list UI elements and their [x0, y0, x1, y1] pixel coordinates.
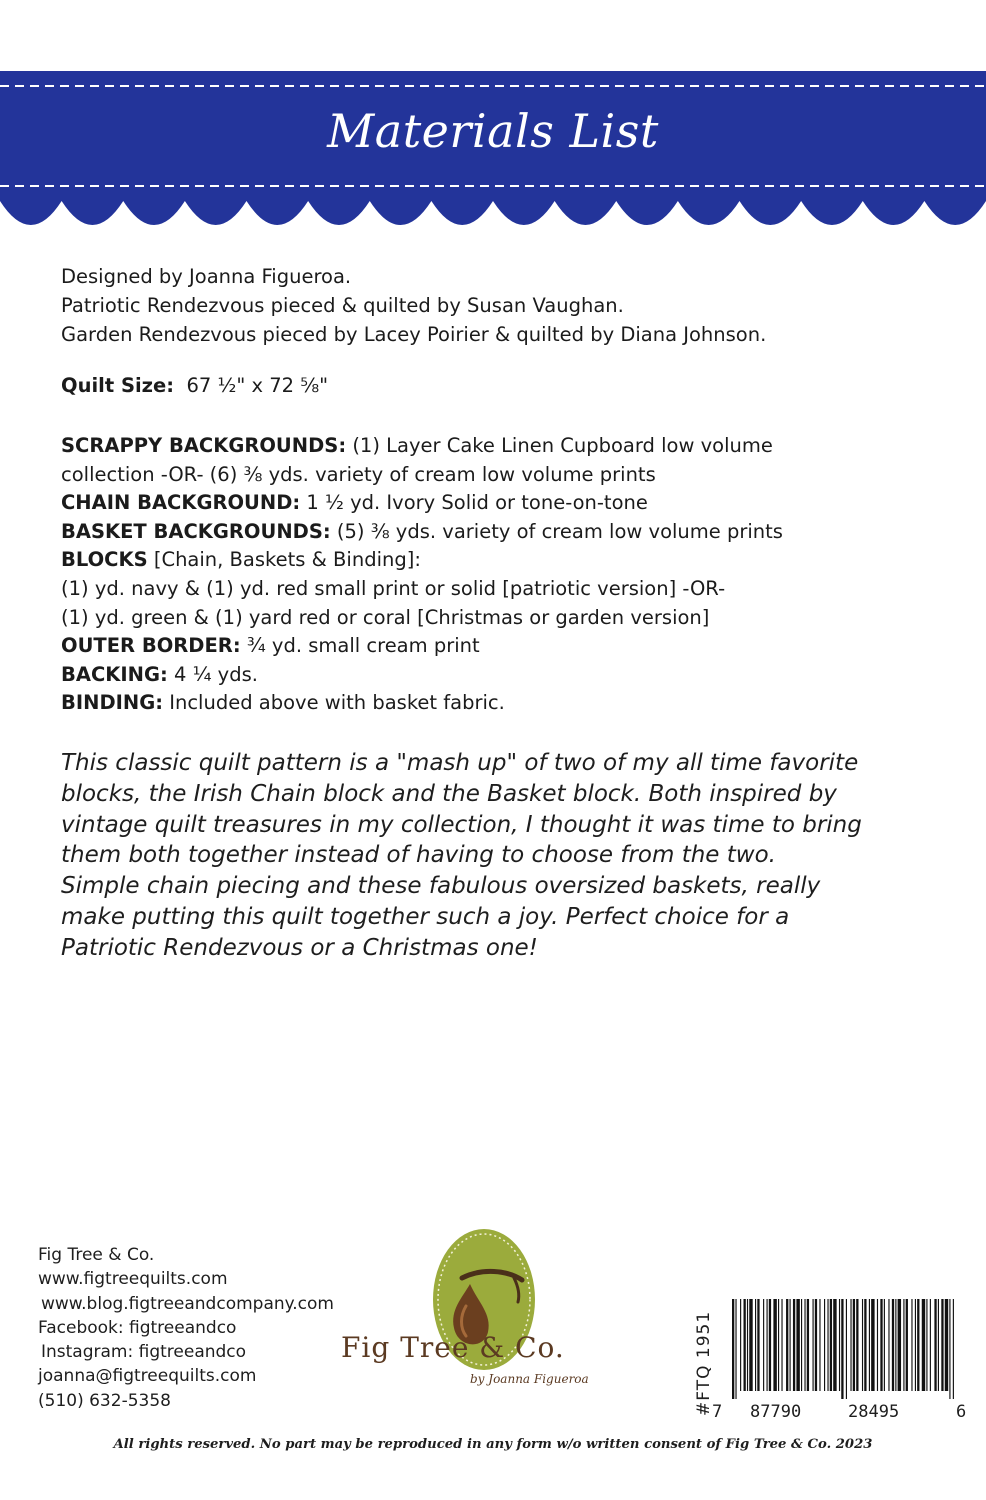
barcode-bar [884, 1299, 885, 1391]
barcode-digit-group: 6 [956, 1402, 967, 1422]
quilt-size-value: 67 ½" x 72 ⅝" [186, 374, 329, 397]
materials-text: (5) ⅜ yds. variety of cream low volume prints [336, 519, 783, 543]
barcode-bar [827, 1299, 828, 1391]
instagram-handle: Instagram: figtreeandco [41, 1342, 247, 1363]
description-line: Simple chain piecing and these fabulous oversized baskets, really [61, 873, 821, 900]
barcode-bar [824, 1299, 825, 1391]
pattern-description [61, 748, 862, 964]
facebook-handle: Facebook: figtreeandco [38, 1317, 237, 1338]
barcode-bar [898, 1299, 901, 1391]
barcode-bar [880, 1299, 882, 1391]
barcode-bar [839, 1299, 840, 1391]
barcode-bar [906, 1299, 908, 1391]
materials-label: CHAIN BACKGROUND: [61, 491, 301, 515]
materials-item [61, 689, 783, 718]
logo-tagline: by Joanna Figueroa [470, 1372, 589, 1386]
barcode-bar [819, 1299, 820, 1391]
barcode-digit-group: 28495 [848, 1402, 900, 1422]
phone-number: (510) 632-5358 [38, 1390, 171, 1411]
contact-info [38, 1243, 334, 1413]
materials-label: OUTER BORDER: [61, 634, 241, 658]
barcode-bar [856, 1299, 858, 1391]
barcode-bar [801, 1299, 802, 1391]
barcode-bar [830, 1299, 832, 1391]
barcode-bar [781, 1299, 782, 1391]
barcode-bar [938, 1299, 939, 1391]
barcode-bar [895, 1299, 896, 1391]
email-link[interactable]: joanna@figtreequilts.com [38, 1366, 257, 1387]
barcode-bar [853, 1299, 855, 1391]
barcode-bar [877, 1299, 878, 1391]
materials-item [61, 546, 783, 575]
barcode-bar [862, 1299, 863, 1391]
barcode-bar [778, 1299, 779, 1391]
materials-text: collection -OR- (6) ⅜ yds. variety of cream low volume prints [61, 462, 656, 486]
barcode-bar [888, 1299, 889, 1391]
barcode-bar [815, 1299, 817, 1391]
description-line: blocks, the Irish Chain block and the Basket block. Both inspired by [61, 780, 837, 807]
materials-label: BACKING: [61, 662, 168, 686]
barcode-bar [903, 1299, 904, 1391]
barcode-bar [804, 1299, 805, 1391]
credit-line: Patriotic Rendezvous pieced & quilted by Susan Vaughan. [61, 294, 624, 317]
barcode-bar [732, 1299, 734, 1399]
barcode-bar [953, 1299, 954, 1399]
barcode-bar [769, 1299, 771, 1391]
barcode-bar [922, 1299, 925, 1391]
credits [61, 262, 766, 349]
materials-text: 1 ½ yd. Ivory Solid or tone-on-tone [306, 491, 648, 515]
barcode-bar [735, 1299, 736, 1399]
materials-item [61, 461, 783, 490]
credit-line: Designed by Joanna Figueroa. [61, 265, 352, 288]
barcode-bar [926, 1299, 927, 1391]
barcode-digit-group: 87790 [750, 1402, 802, 1422]
barcode-bar [911, 1299, 912, 1391]
description-line: them both together instead of having to choose from the two. [61, 842, 776, 869]
barcode-bar [949, 1299, 950, 1399]
barcode-bar [747, 1299, 748, 1391]
barcode-bar [941, 1299, 943, 1391]
barcode-bar [871, 1299, 874, 1391]
materials-item [61, 661, 783, 690]
materials-text: 4 ¼ yds. [173, 662, 258, 686]
materials-text: ¾ yd. small cream print [246, 634, 480, 658]
company-name: Fig Tree & Co. [38, 1245, 155, 1265]
copyright-notice: All rights reserved. No part may be reproduced in any form w/o written consent of Fig Tree & Co. 2023 [113, 1437, 873, 1452]
quilt-size-label: Quilt Size: [61, 374, 175, 397]
description-line: This classic quilt pattern is a "mash up" of two of my all time favorite [61, 750, 859, 776]
materials-item [61, 432, 783, 461]
barcode-bar [930, 1299, 931, 1391]
barcode-bar [841, 1299, 843, 1399]
sku-code: #FTQ 1951 [694, 1310, 714, 1416]
credit-line: Garden Rendezvous pieced by Lacey Poirier & quilted by Diana Johnson. [61, 323, 767, 346]
barcode-bar [786, 1299, 788, 1391]
barcode-bar [773, 1299, 776, 1391]
barcode-bar [934, 1299, 936, 1391]
barcode-bar [749, 1299, 752, 1391]
blog-link[interactable]: www.blog.figtreeandcompany.com [41, 1293, 334, 1314]
barcode-icon [730, 1299, 956, 1399]
website-link[interactable]: www.figtreequilts.com [38, 1269, 228, 1290]
materials-text: (1) Layer Cake Linen Cupboard low volume [352, 434, 773, 457]
barcode-bar [793, 1299, 795, 1391]
materials-label: BASKET BACKGROUNDS: [61, 519, 331, 543]
description-line: Patriotic Rendezvous or a Christmas one! [61, 934, 538, 961]
barcode-bar [833, 1299, 836, 1391]
materials-text: [Chain, Baskets & Binding]: [153, 548, 421, 572]
barcode-bar [945, 1299, 948, 1391]
barcode-bar [892, 1299, 894, 1391]
barcode-bar [767, 1299, 768, 1391]
materials-label: SCRAPPY BACKGROUNDS: [61, 434, 347, 457]
materials-label: BINDING: [61, 691, 164, 715]
barcode-bar [864, 1299, 866, 1391]
barcode-bar [915, 1299, 916, 1391]
barcode-bar [796, 1299, 799, 1391]
barcode-bar [846, 1299, 847, 1399]
materials-text: Included above with basket fabric. [169, 691, 505, 715]
materials-item [61, 604, 783, 633]
materials-text: (1) yd. navy & (1) yd. red small print or solid [patriotic version] -OR- [61, 576, 726, 600]
materials-item [61, 632, 783, 661]
barcode-bar [744, 1299, 746, 1391]
description-line: vintage quilt treasures in my collection, I thought it was time to bring [61, 811, 862, 838]
barcode-bar [790, 1299, 791, 1391]
quilt-size [61, 374, 328, 397]
barcode-bar [813, 1299, 814, 1391]
barcode-bar [807, 1299, 809, 1391]
materials-item [61, 575, 783, 604]
barcode-bar [740, 1299, 741, 1391]
barcode-bar [763, 1299, 764, 1391]
materials-item [61, 518, 783, 547]
barcode-bar [869, 1299, 870, 1391]
materials-list [61, 432, 783, 718]
barcode-bar [757, 1299, 759, 1391]
logo-wordmark: Fig Tree & Co. [341, 1331, 565, 1364]
barcode-bar [755, 1299, 756, 1391]
materials-text: (1) yd. green & (1) yard red or coral [Christmas or garden version] [61, 605, 710, 629]
barcode-digit-group: 7 [712, 1402, 723, 1422]
materials-item [61, 489, 783, 518]
materials-label: BLOCKS [61, 548, 148, 572]
description-line: make putting this quilt together such a joy. Perfect choice for a [61, 903, 790, 930]
barcode-bar [917, 1299, 919, 1391]
barcode-bar [850, 1299, 851, 1391]
banner-title: Materials List [327, 104, 659, 158]
